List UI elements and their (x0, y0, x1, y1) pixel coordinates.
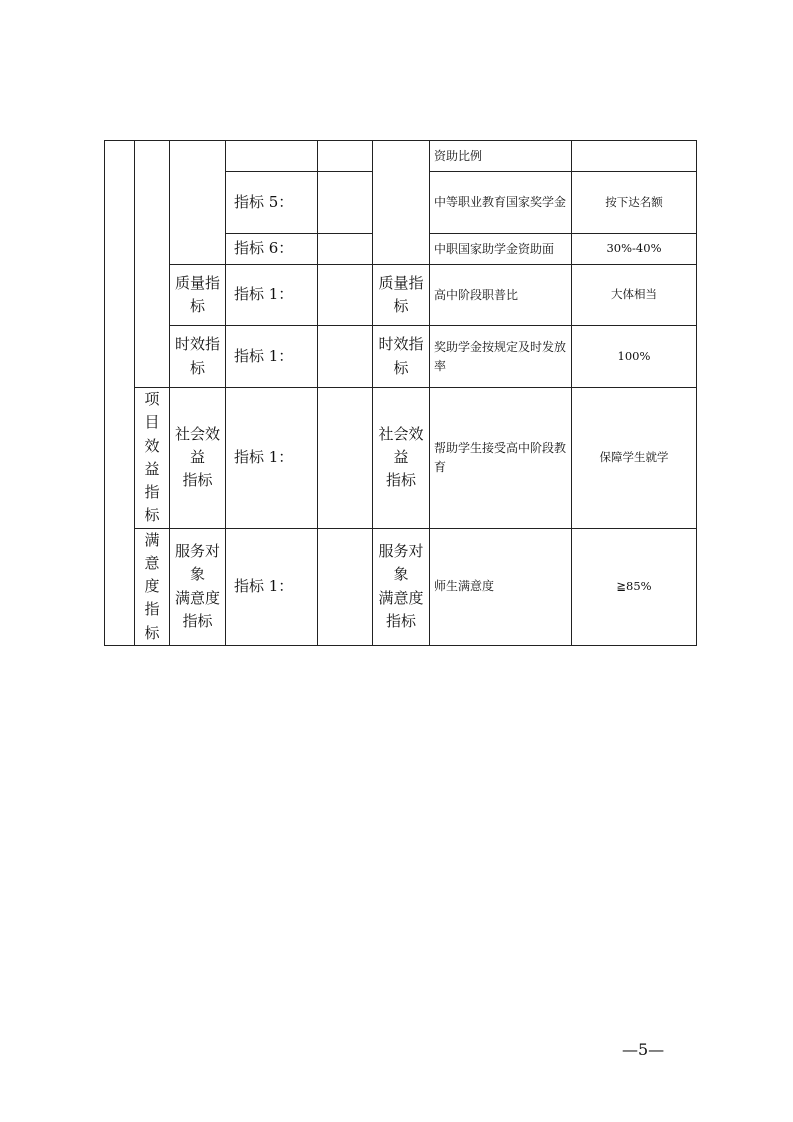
indicator-content (318, 172, 373, 234)
label-line: 指标 (182, 611, 213, 630)
table-row (105, 141, 697, 172)
second-level-indicator (170, 528, 226, 645)
indicator-content (318, 141, 373, 172)
second-level-indicator-repeat (373, 326, 430, 388)
first-level-indicator (135, 388, 170, 529)
output-label-blank-cell (135, 141, 170, 388)
indicator-name: 指标 1： (226, 388, 318, 529)
indicator-name: 指标 5： (226, 172, 318, 234)
indicator-target-value: 大体相当 (572, 265, 697, 326)
indicator-description: 中职国家助学金资助面 (430, 234, 572, 265)
label-line: 象 (189, 565, 205, 584)
second-level-indicator-repeat (373, 265, 430, 326)
label-line: 指标 (182, 471, 213, 490)
performance-indicator-table (104, 140, 697, 646)
label-line: 社会效 (174, 424, 220, 443)
indicator-target-value (572, 141, 697, 172)
label-line: 满意 (144, 530, 160, 572)
indicator-target-value: 100% (572, 326, 697, 388)
first-level-blank-cell (105, 141, 135, 646)
indicator-content (318, 326, 373, 388)
quantity-label-blank-cell (170, 141, 226, 265)
indicator-target-value: 保障学生就学 (572, 388, 697, 529)
label-line: 服务对 (378, 542, 424, 561)
first-level-indicator (135, 528, 170, 645)
indicator-name (226, 141, 318, 172)
label-line: 满意度 (378, 588, 424, 607)
indicator-name: 指标 6： (226, 234, 318, 265)
label-line: 益 (393, 448, 409, 467)
label-line: 标 (393, 358, 409, 377)
second-level-indicator (170, 326, 226, 388)
label-line: 时效指 (174, 335, 220, 354)
label-line: 质量指 (174, 273, 220, 292)
second-level-blank-cell (373, 141, 430, 265)
table-row (105, 388, 697, 529)
indicator-target-value: ≧85% (572, 528, 697, 645)
table-row (105, 265, 697, 326)
second-level-indicator-repeat (373, 528, 430, 645)
table-row (105, 326, 697, 388)
label-line: 指标 (144, 483, 160, 525)
indicator-name: 指标 1： (226, 528, 318, 645)
indicator-description: 奖助学金按规定及时发放率 (430, 326, 572, 388)
label-line: 指标 (385, 611, 416, 630)
page-number: —5— (622, 1040, 665, 1059)
indicator-name: 指标 1： (226, 265, 318, 326)
second-level-indicator (170, 388, 226, 529)
indicator-content (318, 265, 373, 326)
indicator-target-value: 按下达名额 (572, 172, 697, 234)
label-line: 指标 (385, 471, 416, 490)
table-row (105, 528, 697, 645)
label-line: 社会效 (378, 424, 424, 443)
indicator-description: 高中阶段职普比 (430, 265, 572, 326)
label-line: 益 (189, 448, 205, 467)
indicator-content (318, 234, 373, 265)
second-level-indicator-repeat (373, 388, 430, 529)
indicator-content (318, 528, 373, 645)
label-line: 质量指 (378, 273, 424, 292)
indicator-target-value: 30%-40% (572, 234, 697, 265)
indicator-content (318, 388, 373, 529)
label-line: 标 (189, 297, 205, 315)
indicator-description: 资助比例 (430, 141, 572, 172)
label-line: 度指 (144, 577, 160, 619)
label-line: 满意度 (174, 588, 220, 607)
label-line: 项目 (144, 390, 160, 432)
second-level-indicator (170, 265, 226, 326)
label-line: 时效指 (378, 335, 424, 354)
label-line: 服务对 (174, 542, 220, 561)
indicator-name: 指标 1： (226, 326, 318, 388)
label-line: 象 (393, 565, 409, 584)
label-line: 标 (393, 297, 409, 315)
label-line: 标 (189, 358, 205, 377)
label-line: 效益 (144, 436, 160, 478)
indicator-description: 师生满意度 (430, 528, 572, 645)
label-line: 标 (144, 623, 160, 642)
indicator-description: 中等职业教育国家奖学金 (430, 172, 572, 234)
indicator-description: 帮助学生接受高中阶段教育 (430, 388, 572, 529)
